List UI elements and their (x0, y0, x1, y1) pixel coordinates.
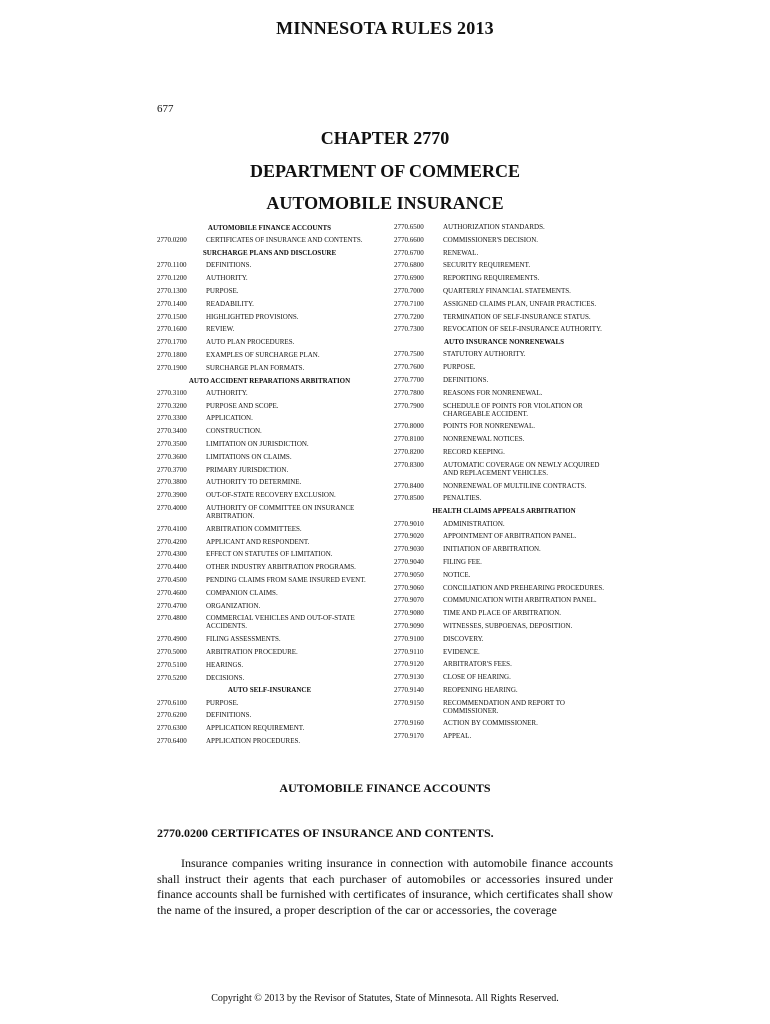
toc-entry (157, 325, 382, 333)
toc-entry (394, 261, 614, 269)
toc-entry (157, 274, 382, 282)
toc-entry-number: 2770.3100 (157, 388, 187, 397)
section-heading: AUTOMOBILE FINANCE ACCOUNTS (279, 781, 491, 795)
toc-entry-title: COMMISSIONER'S DECISION. (443, 235, 538, 244)
toc-entry (157, 737, 382, 745)
toc-entry (394, 482, 614, 490)
toc-entry-title: SCHEDULE OF POINTS FOR VIOLATION OR CHARGEABLE ACCIDENT. (443, 401, 583, 418)
toc-left-column (157, 223, 382, 750)
toc-entry (394, 596, 614, 604)
chapter-department: DEPARTMENT OF COMMERCE (249, 161, 521, 181)
chapter-number: CHAPTER 2770 (320, 128, 450, 148)
toc-entry (394, 325, 614, 333)
toc-entry-number: 2770.7300 (394, 325, 424, 334)
toc-entry-number: 2770.3600 (157, 452, 187, 461)
toc-section-heading: AUTOMOBILE FINANCE ACCOUNTS (207, 224, 332, 232)
toc-entry-number: 2770.9150 (394, 698, 424, 707)
toc-section-heading: AUTO INSURANCE NONRENEWALS (443, 338, 565, 347)
toc-entry-title: COMMERCIAL VEHICLES AND OUT-OF-STATE ACCIDENTS. (206, 614, 355, 631)
toc-entry (394, 223, 614, 231)
toc-entry-number: 2770.8200 (394, 448, 424, 457)
toc-entry-number: 2770.1400 (157, 299, 187, 308)
toc-entry-number: 2770.9110 (394, 647, 424, 656)
toc-entry (157, 338, 382, 346)
toc-entry (394, 422, 614, 430)
toc-entry-number: 2770.4100 (157, 524, 187, 533)
toc-entry-title: OUT-OF-STATE RECOVERY EXCLUSION. (206, 491, 336, 500)
toc-entry-title: ADMINISTRATION. (443, 519, 505, 528)
toc-entry (157, 478, 382, 486)
toc-entry-title: HIGHLIGHTED PROVISIONS. (206, 312, 299, 321)
toc-entry (157, 236, 382, 244)
toc-entry (157, 550, 382, 558)
toc-entry-title: PURPOSE. (206, 698, 239, 707)
toc-entry-title: AUTHORIZATION STANDARDS. (443, 223, 545, 231)
toc-section-heading: SURCHARGE PLANS AND DISCLOSURE (202, 249, 337, 258)
toc-entry (157, 602, 382, 610)
toc-entry-title: NONRENEWAL NOTICES. (443, 435, 525, 444)
toc-entry-number: 2770.4800 (157, 614, 187, 623)
rule-body-text: Insurance companies writing insurance in connection with automobile finance accounts shall instruct their agents that each purchaser of automobiles or accessories insured under finance accounts shall be furnished with certificates of insurance, which certificates shall show the name of the insured, a proper description of the car or accessories, the coverage (157, 856, 613, 917)
toc-entry (157, 440, 382, 448)
toc-entry-title: AUTHORITY OF COMMITTEE ON INSURANCE ARBITRATION. (206, 504, 355, 521)
toc-entry-number: 2770.9140 (394, 685, 424, 694)
toc-section-heading: HEALTH CLAIMS APPEALS ARBITRATION (432, 507, 576, 516)
toc-entry (394, 571, 614, 579)
toc-entry (394, 732, 614, 740)
toc-entry-title: REASONS FOR NONRENEWAL. (443, 388, 543, 397)
toc-entry-title: LIMITATIONS ON CLAIMS. (206, 452, 292, 461)
toc-entry-number: 2770.1500 (157, 312, 187, 321)
toc-entry-title: DISCOVERY. (443, 634, 484, 643)
toc-entry-number: 2770.9130 (394, 673, 424, 682)
toc-entry-title: REPORTING REQUIREMENTS. (443, 274, 540, 283)
toc-entry-title: RENEWAL. (443, 248, 479, 257)
toc-entry-number: 2770.1900 (157, 363, 187, 372)
toc-entry-title: ARBITRATION PROCEDURE. (206, 648, 298, 656)
toc-entry-title: AUTHORITY. (206, 274, 248, 283)
toc-entry-number: 2770.6300 (157, 724, 187, 733)
toc-entry (157, 504, 382, 520)
toc-entry-number: 2770.4300 (157, 550, 187, 559)
toc-entry-number: 2770.4700 (157, 601, 187, 610)
toc-entry-number: 2770.6400 (157, 737, 187, 746)
toc-entry-title: DEFINITIONS. (206, 261, 252, 270)
toc-entry-title: SECURITY REQUIREMENT. (443, 261, 531, 270)
toc-entry-title: OTHER INDUSTRY ARBITRATION PROGRAMS. (206, 563, 356, 572)
toc-entry-title: PURPOSE. (206, 286, 239, 295)
page-header-title: MINNESOTA RULES 2013 (276, 18, 494, 38)
toc-entry-title: EFFECT ON STATUTES OF LIMITATION. (206, 550, 333, 559)
toc-entry (394, 673, 614, 681)
toc-entry-title: APPEAL. (443, 732, 472, 741)
toc-entry-number: 2770.6800 (394, 261, 424, 270)
toc-entry-title: APPLICATION. (206, 414, 253, 423)
toc-entry (394, 622, 614, 630)
toc-entry-title: READABILITY. (206, 299, 254, 308)
toc-entry-number: 2770.7500 (394, 350, 424, 359)
toc-entry-title: DECISIONS. (206, 673, 245, 682)
toc-entry-number: 2770.4600 (157, 588, 187, 597)
toc-entry-title: NONRENEWAL OF MULTILINE CONTRACTS. (443, 481, 587, 490)
toc-entry-title: WITNESSES, SUBPOENAS, DEPOSITION. (443, 621, 573, 630)
toc-entry-number: 2770.9070 (394, 596, 424, 605)
toc-entry-number: 2770.3900 (157, 491, 187, 500)
toc-entry-title: SURCHARGE PLAN FORMATS. (206, 363, 305, 372)
toc-entry (157, 351, 382, 359)
toc-entry (157, 402, 382, 410)
toc-entry-title: AUTO PLAN PROCEDURES. (206, 338, 295, 347)
toc-entry-title: APPLICATION REQUIREMENT. (206, 724, 305, 733)
toc-entry-title: ORGANIZATION. (206, 601, 261, 610)
toc-entry-title: COMPANION CLAIMS. (206, 588, 278, 597)
toc-entry-number: 2770.5100 (157, 660, 187, 669)
toc-entry (394, 300, 614, 308)
toc-entry-title: FILING FEE. (443, 557, 482, 566)
toc-entry-number: 2770.7000 (394, 286, 424, 295)
toc-entry-number: 2770.5200 (157, 673, 187, 682)
toc-entry (394, 558, 614, 566)
toc-entry (157, 674, 382, 682)
toc-entry-title: ARBITRATOR'S FEES. (443, 660, 512, 669)
toc-entry-title: EXAMPLES OF SURCHARGE PLAN. (206, 350, 320, 359)
toc-entry-title: CONSTRUCTION. (206, 427, 262, 436)
toc-entry (394, 249, 614, 257)
toc-entry-number: 2770.6500 (394, 223, 424, 231)
toc-entry-title: DEFINITIONS. (206, 711, 252, 720)
toc-entry-number: 2770.6200 (157, 711, 187, 720)
toc-entry-number: 2770.4500 (157, 576, 187, 585)
toc-entry (157, 576, 382, 584)
toc-entry (394, 389, 614, 397)
toc-entry (394, 402, 614, 418)
toc-entry (157, 364, 382, 372)
toc-entry-number: 2770.3400 (157, 427, 187, 436)
toc-entry (157, 724, 382, 732)
toc-entry (157, 414, 382, 422)
toc-entry (394, 313, 614, 321)
toc-entry (157, 300, 382, 308)
toc-entry-number: 2770.8000 (394, 422, 424, 431)
toc-entry-number: 2770.8500 (394, 494, 424, 503)
toc-entry-title: STATUTORY AUTHORITY. (443, 350, 526, 359)
toc-entry (157, 635, 382, 643)
chapter-subject: AUTOMOBILE INSURANCE (266, 193, 504, 213)
toc-entry-number: 2770.7200 (394, 312, 424, 321)
toc-entry-number: 2770.9160 (394, 719, 424, 728)
page-number: 677 (157, 103, 174, 115)
toc-entry (394, 609, 614, 617)
toc-entry (394, 274, 614, 282)
toc-section-heading: AUTO SELF-INSURANCE (227, 686, 312, 695)
toc-entry-title: PENDING CLAIMS FROM SAME INSURED EVENT. (206, 576, 366, 585)
toc-entry-number: 2770.4000 (157, 504, 187, 513)
toc-entry (157, 538, 382, 546)
toc-entry-number: 2770.3800 (157, 478, 187, 487)
toc-entry-title: NOTICE. (443, 570, 471, 579)
toc-entry-title: REVOCATION OF SELF-INSURANCE AUTHORITY. (443, 325, 602, 334)
toc-entry-title: TERMINATION OF SELF-INSURANCE STATUS. (443, 312, 591, 321)
toc-entry (394, 376, 614, 384)
toc-entry-title: QUARTERLY FINANCIAL STATEMENTS. (443, 286, 571, 295)
toc-entry-title: PURPOSE. (443, 363, 476, 372)
toc-entry-title: RECOMMENDATION AND REPORT TO COMMISSIONER. (443, 698, 565, 715)
toc-entry-number: 2770.8300 (394, 460, 424, 469)
toc-entry-number: 2770.4200 (157, 537, 187, 546)
toc-entry-number: 2770.6700 (394, 248, 424, 257)
toc-entry (394, 236, 614, 244)
toc-entry (394, 686, 614, 694)
toc-entry (394, 287, 614, 295)
toc-entry (157, 287, 382, 295)
toc-entry (157, 711, 382, 719)
toc-entry (394, 532, 614, 540)
toc-entry (157, 589, 382, 597)
toc-entry-number: 2770.7900 (394, 401, 424, 410)
toc-entry-title: PENALTIES. (443, 494, 482, 503)
toc-entry-number: 2770.7700 (394, 376, 424, 385)
toc-entry-number: 2770.6900 (394, 274, 424, 283)
toc-entry (394, 635, 614, 643)
toc-entry-number: 2770.1600 (157, 325, 187, 334)
toc-entry-title: ACTION BY COMMISSIONER. (443, 719, 538, 728)
toc-entry (157, 699, 382, 707)
toc-entry (394, 520, 614, 528)
toc-entry (394, 719, 614, 727)
toc-entry (394, 584, 614, 592)
toc-entry-number: 2770.8100 (394, 435, 424, 444)
toc-entry-number: 2770.9080 (394, 609, 424, 618)
toc-entry (394, 350, 614, 358)
toc-entry-title: CLOSE OF HEARING. (443, 673, 511, 682)
toc-entry-title: INITIATION OF ARBITRATION. (443, 545, 541, 554)
toc-entry-number: 2770.7800 (394, 388, 424, 397)
toc-entry-title: APPLICANT AND RESPONDENT. (206, 537, 310, 546)
toc-entry-number: 2770.1300 (157, 286, 187, 295)
toc-entry-number: 2770.9030 (394, 545, 424, 554)
toc-entry (157, 648, 382, 656)
toc-entry-number: 2770.1800 (157, 350, 187, 359)
toc-entry-title: REVIEW. (206, 325, 235, 334)
toc-entry (394, 660, 614, 668)
toc-entry (157, 313, 382, 321)
toc-entry-number: 2770.9100 (394, 634, 424, 643)
toc-entry-title: ASSIGNED CLAIMS PLAN, UNFAIR PRACTICES. (443, 299, 597, 308)
toc-entry-title: TIME AND PLACE OF ARBITRATION. (443, 609, 562, 618)
toc-entry-number: 2770.1200 (157, 274, 187, 283)
toc-entry-number: 2770.9170 (394, 732, 424, 741)
toc-entry-number: 2770.1100 (157, 261, 187, 270)
toc-entry-title: HEARINGS. (206, 660, 244, 669)
toc-entry-title: APPOINTMENT OF ARBITRATION PANEL. (443, 532, 577, 541)
toc-entry-title: FILING ASSESSMENTS. (206, 635, 281, 644)
toc-entry-title: DEFINITIONS. (443, 376, 489, 385)
toc-entry-number: 2770.9020 (394, 532, 424, 541)
toc-entry (394, 494, 614, 502)
toc-entry (157, 453, 382, 461)
toc-entry (157, 389, 382, 397)
toc-right-column (394, 223, 614, 745)
toc-entry-number: 2770.1700 (157, 338, 187, 347)
toc-entry-number: 2770.7600 (394, 363, 424, 372)
rule-title: 2770.0200 CERTIFICATES OF INSURANCE AND CONTENTS. (157, 826, 494, 840)
toc-entry-number: 2770.5000 (157, 648, 187, 656)
toc-entry (394, 545, 614, 553)
toc-entry (157, 466, 382, 474)
toc-entry-number: 2770.6600 (394, 235, 424, 244)
toc-entry (394, 435, 614, 443)
toc-entry-number: 2770.9120 (394, 660, 424, 669)
toc-entry (157, 661, 382, 669)
toc-entry-title: RECORD KEEPING. (443, 448, 505, 457)
toc-entry-number: 2770.3300 (157, 414, 187, 423)
toc-entry-title: CERTIFICATES OF INSURANCE AND CONTENTS. (206, 236, 363, 245)
toc-entry (394, 461, 614, 477)
toc-entry-number: 2770.7100 (394, 299, 424, 308)
toc-entry-number: 2770.3200 (157, 401, 187, 410)
toc-entry (157, 261, 382, 269)
toc-entry-title: APPLICATION PROCEDURES. (206, 737, 301, 746)
toc-entry-number: 2770.4900 (157, 635, 187, 644)
toc-entry-title: AUTOMATIC COVERAGE ON NEWLY ACQUIRED AND REPLACEMENT VEHICLES. (443, 460, 600, 477)
toc-entry (157, 563, 382, 571)
toc-entry-title: COMMUNICATION WITH ARBITRATION PANEL. (443, 596, 597, 605)
toc-entry (394, 448, 614, 456)
toc-entry-title: POINTS FOR NONRENEWAL. (443, 422, 535, 431)
toc-entry-number: 2770.3500 (157, 440, 187, 449)
toc-entry (394, 648, 614, 656)
toc-entry-title: LIMITATION ON JURISDICTION. (206, 440, 309, 449)
toc-entry-number: 2770.9040 (394, 557, 424, 566)
toc-entry (394, 699, 614, 715)
toc-entry (157, 491, 382, 499)
copyright-footer: Copyright © 2013 by the Revisor of Statutes, State of Minnesota. All Rights Reserved. (211, 993, 559, 1004)
toc-entry-title: CONCILIATION AND PREHEARING PROCEDURES. (443, 583, 605, 592)
toc-entry-number: 2770.9010 (394, 519, 424, 528)
toc-entry-number: 2770.4400 (157, 563, 187, 572)
toc-entry-title: REOPENING HEARING. (443, 685, 518, 694)
toc-entry-number: 2770.9090 (394, 621, 424, 630)
toc-entry-title: PRIMARY JURISDICTION. (206, 465, 289, 474)
toc-entry (157, 614, 382, 630)
toc-entry-title: PURPOSE AND SCOPE. (206, 401, 279, 410)
toc-entry-number: 2770.0200 (157, 236, 187, 245)
toc-entry-number: 2770.9050 (394, 570, 424, 579)
toc-entry-number: 2770.9060 (394, 583, 424, 592)
toc-entry (157, 427, 382, 435)
toc-entry-title: AUTHORITY. (206, 388, 248, 397)
toc-entry-title: AUTHORITY TO DETERMINE. (206, 478, 302, 487)
toc-section-heading: AUTO ACCIDENT REPARATIONS ARBITRATION (188, 376, 351, 385)
toc-entry-number: 2770.8400 (394, 481, 424, 490)
toc-entry (394, 363, 614, 371)
toc-entry-title: ARBITRATION COMMITTEES. (206, 524, 302, 533)
toc-entry (157, 525, 382, 533)
toc-entry-title: EVIDENCE. (443, 647, 480, 656)
toc-entry-number: 2770.3700 (157, 465, 187, 474)
toc-entry-number: 2770.6100 (157, 698, 187, 707)
